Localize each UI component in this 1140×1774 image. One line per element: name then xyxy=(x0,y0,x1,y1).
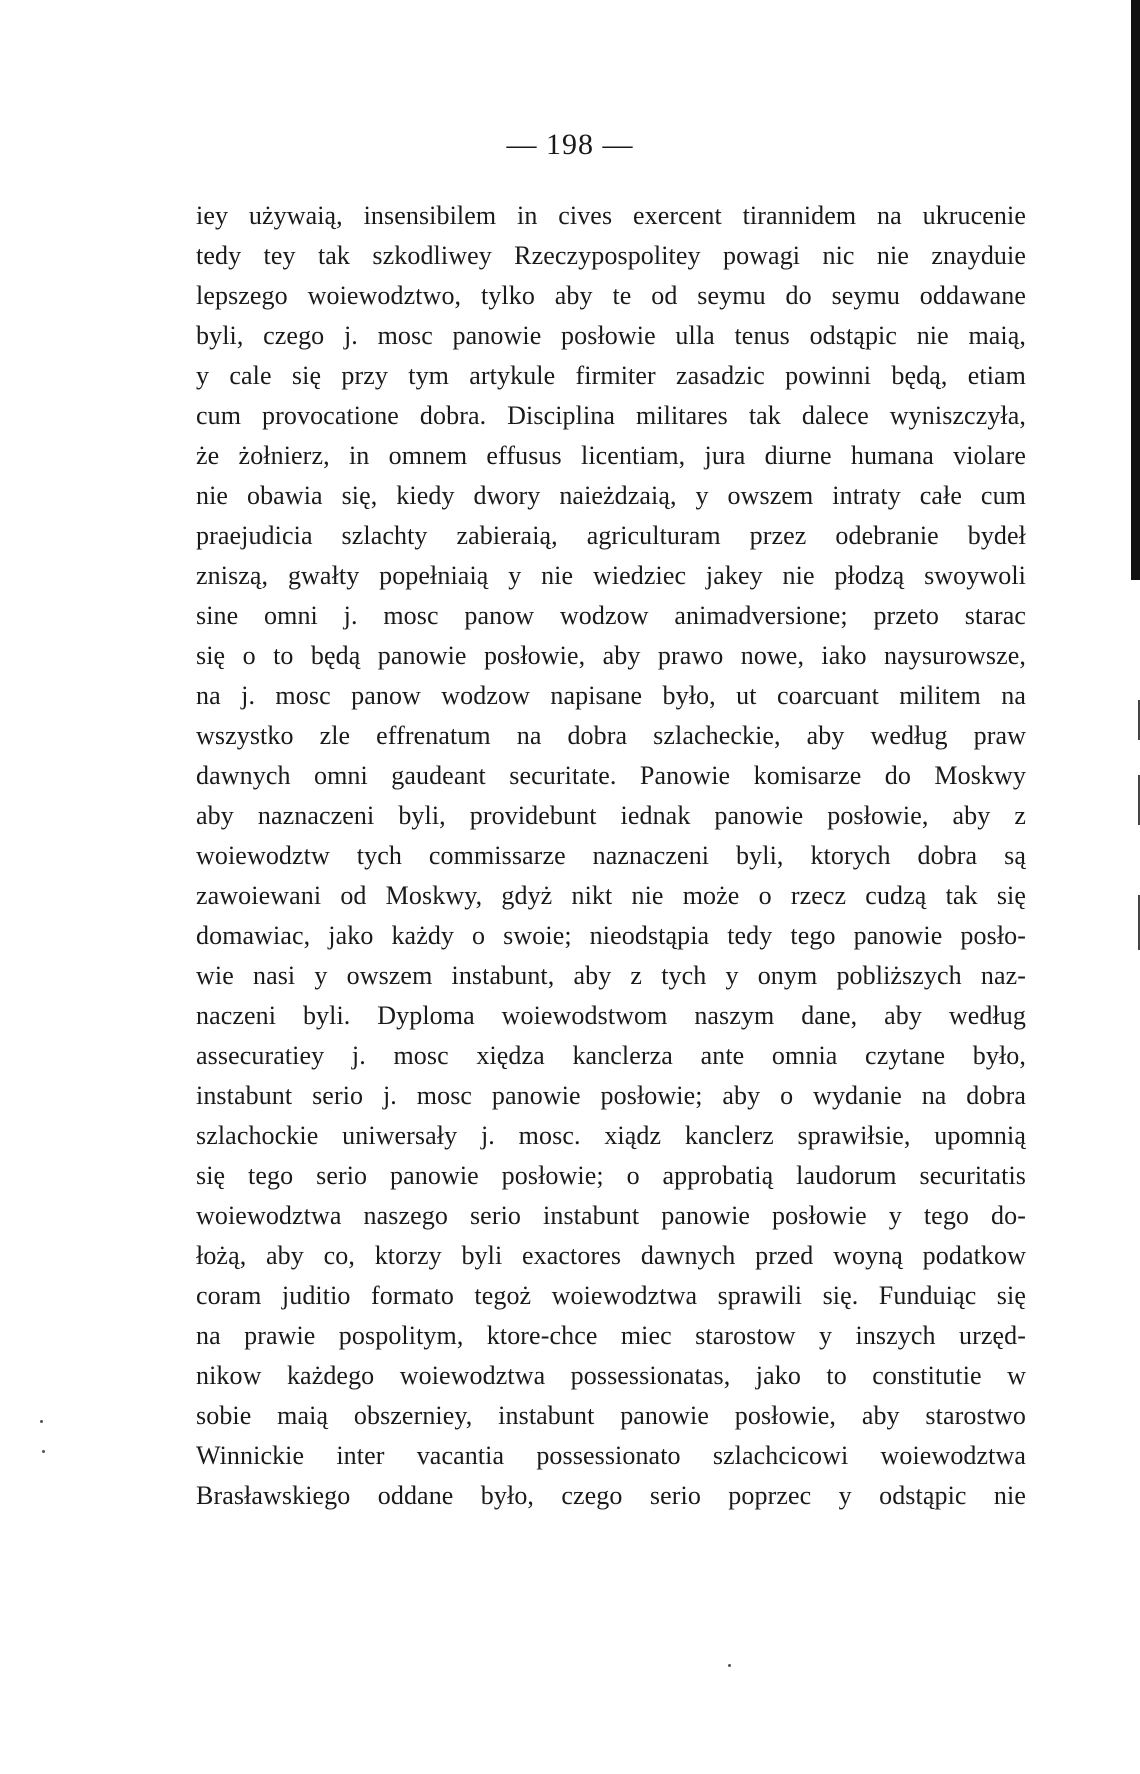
text-line: assecuratiey j. mosc xiędza kanclerza ante omnia czytane było, xyxy=(196,1041,1026,1070)
body-text xyxy=(196,196,1026,1516)
text-line: woiewodztwa naszego serio instabunt panowie posłowie y tego do- xyxy=(196,1201,1026,1230)
text-line: woiewodztw tych commissarze naznaczeni byli, ktorych dobra są xyxy=(196,841,1026,870)
text-line: praejudicia szlachty zabieraią, agriculturam przez odebranie bydeł xyxy=(196,521,1026,550)
text-line: iey używaią, insensibilem in cives exercent tirannidem na ukrucenie xyxy=(196,201,1026,230)
paper-speck xyxy=(40,1420,43,1423)
text-line: lepszego woiewodztwo, tylko aby te od seymu do seymu oddawane xyxy=(196,281,1026,310)
text-line: na j. mosc panow wodzow napisane było, ut coarcuant militem na xyxy=(196,681,1026,710)
text-line: wszystko zle effrenatum na dobra szlacheckie, aby według praw xyxy=(196,721,1026,750)
text-line: na prawie pospolitym, ktore-chce miec starostow y inszych urzęd- xyxy=(196,1321,1026,1350)
text-line: Brasławskiego oddane było, czego serio poprzec y odstąpic nie xyxy=(196,1481,1026,1510)
text-line: Winnickie inter vacantia possessionato szlachcicowi woiewodztwa xyxy=(196,1441,1026,1470)
text-line: dawnych omni gaudeant securitate. Panowie komisarze do Moskwy xyxy=(196,761,1026,790)
text-line: coram juditio formato tegoż woiewodztwa sprawili się. Funduiąc się xyxy=(196,1281,1026,1310)
paper-speck xyxy=(42,1450,45,1453)
text-line: domawiac, jako każdy o swoie; nieodstąpia tedy tego panowie posło- xyxy=(196,921,1026,950)
text-line: cum provocatione dobra. Disciplina militares tak dalece wyniszczyła, xyxy=(196,401,1026,430)
text-line: się o to będą panowie posłowie, aby prawo nowe, iako naysurowsze, xyxy=(196,641,1026,670)
text-line: aby naznaczeni byli, providebunt iednak panowie posłowie, aby z xyxy=(196,801,1026,830)
page-number: — 198 — xyxy=(506,128,634,161)
text-line: zawoiewani od Moskwy, gdyż nikt nie może o rzecz cudzą tak się xyxy=(196,881,1026,910)
text-line: sine omni j. mosc panow wodzow animadversione; przeto starac xyxy=(196,601,1026,630)
text-line: naczeni byli. Dyploma woiewodstwom naszym dane, aby według xyxy=(196,1001,1026,1030)
text-line: że żołnierz, in omnem effusus licentiam, jura diurne humana violare xyxy=(196,441,1026,470)
text-line: zniszą, gwałty popełniaią y nie wiedziec jakey nie płodzą swoywoli xyxy=(196,561,1026,590)
text-line: sobie maią obszerniey, instabunt panowie posłowie, aby starostwo xyxy=(196,1401,1026,1430)
text-line: się tego serio panowie posłowie; o approbatią laudorum securitatis xyxy=(196,1161,1026,1190)
text-line: łożą, aby co, ktorzy byli exactores dawnych przed woyną podatkow xyxy=(196,1241,1026,1270)
text-line: tedy tey tak szkodliwey Rzeczypospolitey powagi nic nie znayduie xyxy=(196,241,1026,270)
text-line: nikow każdego woiewodztwa possessionatas, jako to constitutie w xyxy=(196,1361,1026,1390)
text-line: y cale się przy tym artykule firmiter zasadzic powinni będą, etiam xyxy=(196,361,1026,390)
text-line: szlachockie uniwersały j. mosc. xiądz kanclerz sprawiłsie, upomnią xyxy=(196,1121,1026,1150)
text-line: instabunt serio j. mosc panowie posłowie; aby o wydanie na dobra xyxy=(196,1081,1026,1110)
paper-speck xyxy=(728,1664,731,1667)
text-line: wie nasi y owszem instabunt, aby z tych y onym pobliższych naz- xyxy=(196,961,1026,990)
binding-edge-shadow xyxy=(1131,0,1140,580)
text-line: nie obawia się, kiedy dwory naieżdzaią, y owszem intraty całe cum xyxy=(196,481,1026,510)
text-line: byli, czego j. mosc panowie posłowie ulla tenus odstąpic nie maią, xyxy=(196,321,1026,350)
